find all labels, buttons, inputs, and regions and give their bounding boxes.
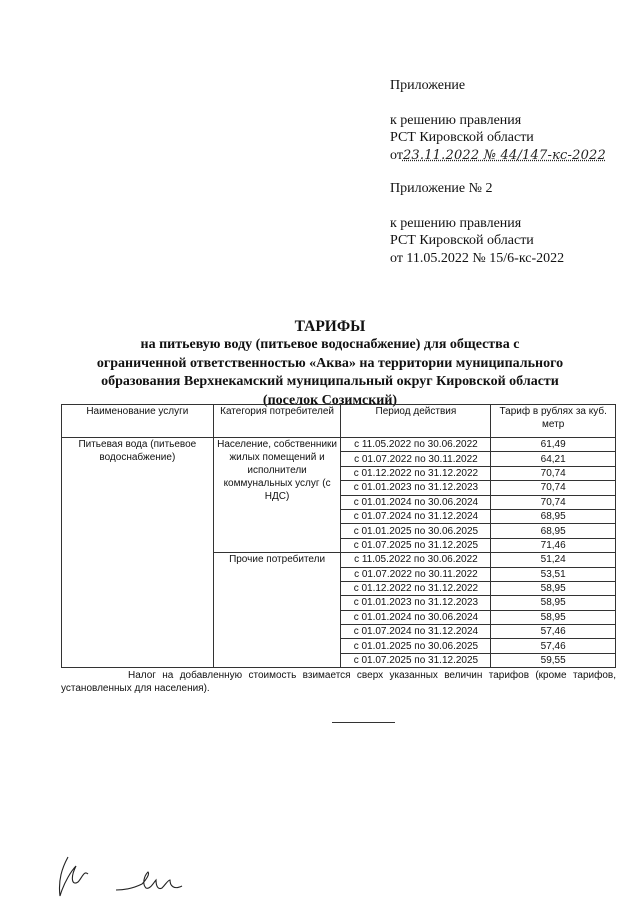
service-name-cell: Питьевая вода (питьевое водоснабжение) — [62, 438, 214, 668]
header-period: Период действия — [341, 405, 491, 438]
appendix-2-header — [390, 180, 564, 267]
tariff-cell: 68,95 — [491, 509, 616, 523]
tariff-table — [61, 404, 616, 668]
tariff-cell: 71,46 — [491, 538, 616, 552]
date-prefix: от — [390, 147, 403, 163]
period-cell: с 01.07.2025 по 31.12.2025 — [341, 653, 491, 667]
decision-date-line: от 11.05.2022 № 15/6-кс-2022 — [390, 250, 565, 266]
tariff-cell: 58,95 — [491, 610, 616, 624]
tariff-table-body — [62, 438, 616, 668]
period-cell: с 01.01.2025 по 30.06.2025 — [341, 524, 491, 538]
authority-line: РСТ Кировской области — [390, 233, 534, 248]
header-category: Категория потребителей — [213, 405, 341, 438]
tariff-cell: 70,74 — [491, 481, 616, 495]
title-line: на питьевую воду (питьевое водоснабжение) для общества с — [140, 337, 520, 352]
tariff-cell: 51,24 — [491, 553, 616, 567]
period-cell: с 01.07.2024 по 31.12.2024 — [341, 625, 491, 639]
period-cell: с 01.01.2023 по 31.12.2023 — [341, 481, 491, 495]
tariff-cell: 53,51 — [491, 567, 616, 581]
decision-line: к решению правления — [390, 215, 522, 231]
tariff-cell: 58,95 — [491, 596, 616, 610]
period-cell: с 01.12.2022 по 31.12.2022 — [341, 466, 491, 480]
tariff-cell: 68,95 — [491, 524, 616, 538]
title-line: (поселок Созимский) — [262, 392, 398, 408]
vat-footnote: Налог на добавленную стоимость взимается сверх указанных величин тарифов (кроме тарифов, установленных для населения). — [61, 670, 616, 694]
table-header-row — [62, 405, 616, 438]
signature-1 — [48, 852, 103, 902]
header-service: Наименование услуги — [62, 405, 214, 438]
appendix-header — [390, 77, 606, 164]
period-cell: с 01.01.2024 по 30.06.2024 — [341, 495, 491, 509]
appendix-label: Приложение — [390, 78, 466, 93]
tariff-cell: 70,74 — [491, 466, 616, 480]
title-heading: ТАРИФЫ — [294, 318, 366, 335]
appendix-2-label: Приложение № 2 — [390, 181, 493, 196]
tariff-cell: 59,55 — [491, 653, 616, 667]
signature-2 — [112, 866, 192, 896]
period-cell: с 01.07.2022 по 30.11.2022 — [341, 452, 491, 466]
consumer-category-cell: Население, собственники жилых помещений и исполнители коммунальных услуг (с НДС) — [213, 438, 341, 553]
title-line: образования Верхнекамский муниципальный округ Кировской области — [101, 374, 559, 389]
table-row — [62, 438, 616, 452]
tariff-cell: 61,49 — [491, 438, 616, 452]
period-cell: с 11.05.2022 по 30.06.2022 — [341, 553, 491, 567]
period-cell: с 01.07.2022 по 30.11.2022 — [341, 567, 491, 581]
decision-date-line — [390, 147, 606, 165]
separator-line — [332, 722, 395, 723]
period-cell: с 01.12.2022 по 31.12.2022 — [341, 581, 491, 595]
period-cell: с 01.01.2025 по 30.06.2025 — [341, 639, 491, 653]
period-cell: с 01.01.2024 по 30.06.2024 — [341, 610, 491, 624]
period-cell: с 01.01.2023 по 31.12.2023 — [341, 596, 491, 610]
period-cell: с 01.07.2025 по 31.12.2025 — [341, 538, 491, 552]
tariff-cell: 58,95 — [491, 581, 616, 595]
tariff-cell: 57,46 — [491, 639, 616, 653]
document-title — [60, 318, 600, 410]
period-cell: с 01.07.2024 по 31.12.2024 — [341, 509, 491, 523]
tariff-cell: 70,74 — [491, 495, 616, 509]
period-cell: с 11.05.2022 по 30.06.2022 — [341, 438, 491, 452]
handwritten-reference: 23.11.2022 № 44/147-кс-2022 — [402, 147, 606, 163]
header-tariff: Тариф в рублях за куб. метр — [491, 405, 616, 438]
consumer-category-cell: Прочие потребители — [213, 553, 341, 668]
tariff-cell: 64,21 — [491, 452, 616, 466]
decision-line: к решению правления — [390, 112, 522, 128]
tariff-cell: 57,46 — [491, 625, 616, 639]
title-line: ограниченной ответственностью «Аква» на территории муниципального — [96, 355, 564, 371]
authority-line: РСТ Кировской области — [390, 130, 534, 145]
